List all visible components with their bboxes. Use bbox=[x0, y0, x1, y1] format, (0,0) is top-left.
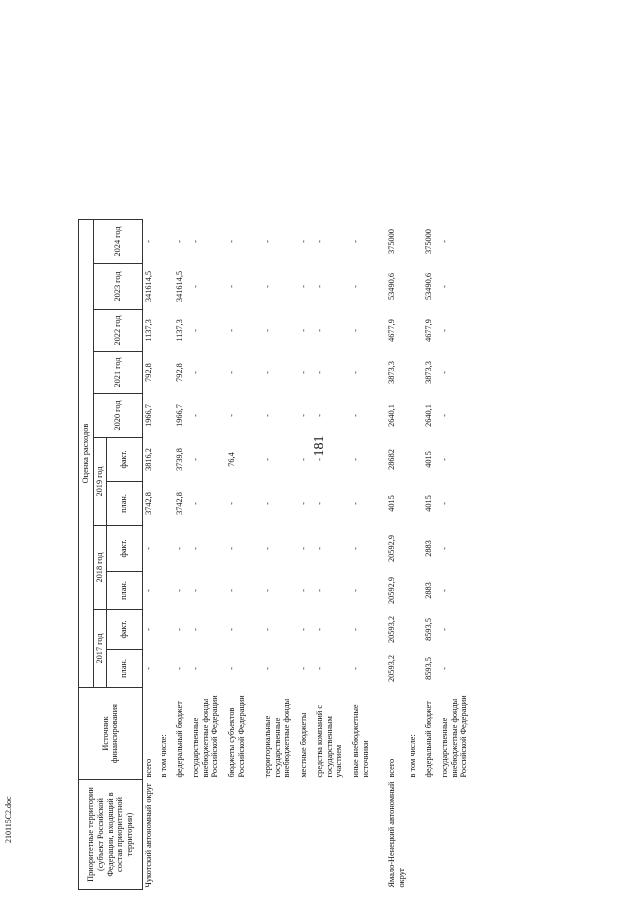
value-cell: - bbox=[263, 667, 273, 670]
region-cell bbox=[298, 780, 314, 890]
value-cell: - bbox=[143, 589, 153, 592]
source-cell: территориальные государственные внебюджетные фонды bbox=[263, 698, 292, 778]
value-cell: - bbox=[175, 240, 185, 243]
source-cell: средства компаний с государственным участием bbox=[315, 704, 344, 778]
value-cell: - bbox=[143, 240, 153, 243]
value-cell: - bbox=[227, 628, 237, 631]
source-cell: федеральный бюджет bbox=[424, 701, 434, 778]
footer-filename: 210115С2.doc bbox=[4, 796, 13, 843]
source-cell: федеральный бюджет bbox=[175, 701, 185, 778]
value-cell: 3742,8 bbox=[175, 492, 185, 515]
value-cell: - bbox=[440, 371, 450, 374]
region-cell: Чукотский автономный округ bbox=[143, 782, 153, 888]
header-2021: 2021 год bbox=[94, 352, 143, 394]
table-row bbox=[262, 220, 298, 890]
header-plan: план. bbox=[106, 650, 142, 688]
value-cell: - bbox=[299, 458, 309, 461]
value-cell: 1137,3 bbox=[143, 319, 153, 342]
value-cell: 1966,7 bbox=[175, 404, 185, 427]
value-cell: - bbox=[299, 240, 309, 243]
header-fact: факт. bbox=[106, 610, 142, 650]
value-cell bbox=[407, 572, 423, 610]
value-cell: - bbox=[227, 371, 237, 374]
table-row bbox=[174, 220, 190, 890]
value-cell: - bbox=[351, 371, 361, 374]
table-row bbox=[314, 220, 350, 890]
value-cell: - bbox=[175, 589, 185, 592]
header-plan: план. bbox=[106, 482, 142, 526]
value-cell: 375000 bbox=[387, 229, 397, 254]
value-cell: - bbox=[191, 329, 201, 332]
value-cell: - bbox=[191, 589, 201, 592]
header-2020: 2020 год bbox=[94, 394, 143, 438]
value-cell: - bbox=[351, 414, 361, 417]
value-cell: - bbox=[191, 667, 201, 670]
header-territory: Приоритетные территории (субъект Российской Федерации, входящий в состав приоритетной территории) bbox=[79, 780, 143, 890]
value-cell: 4677,9 bbox=[424, 319, 434, 342]
value-cell: - bbox=[191, 414, 201, 417]
region-cell bbox=[174, 780, 190, 890]
value-cell: - bbox=[351, 502, 361, 505]
value-cell: - bbox=[263, 589, 273, 592]
region-cell bbox=[190, 780, 226, 890]
value-cell: - bbox=[351, 589, 361, 592]
value-cell: 8593,5 bbox=[424, 657, 434, 680]
value-cell: 792,8 bbox=[143, 363, 153, 382]
header-2018: 2018 год bbox=[94, 526, 107, 610]
value-cell: 8593,5 bbox=[424, 618, 434, 641]
value-cell: - bbox=[263, 240, 273, 243]
value-cell: 3742,8 bbox=[143, 492, 153, 515]
value-cell bbox=[158, 610, 174, 650]
header-2024: 2024 год bbox=[94, 220, 143, 264]
table-row bbox=[439, 220, 475, 890]
value-cell bbox=[407, 394, 423, 438]
value-cell: 2640,1 bbox=[387, 404, 397, 427]
value-cell: - bbox=[191, 285, 201, 288]
expense-table bbox=[78, 219, 475, 890]
value-cell: - bbox=[440, 628, 450, 631]
value-cell: 4015 bbox=[424, 495, 434, 512]
value-cell: - bbox=[227, 285, 237, 288]
value-cell: - bbox=[227, 502, 237, 505]
value-cell: - bbox=[143, 667, 153, 670]
region-cell bbox=[407, 780, 423, 890]
value-cell: 20593,2 bbox=[387, 655, 397, 682]
value-cell bbox=[407, 220, 423, 264]
table-row bbox=[158, 220, 174, 890]
source-cell: местные бюджеты bbox=[299, 712, 309, 778]
value-cell: 28682 bbox=[387, 449, 397, 470]
value-cell: 3873,3 bbox=[387, 361, 397, 384]
value-cell: - bbox=[440, 667, 450, 670]
value-cell bbox=[407, 310, 423, 352]
value-cell: - bbox=[227, 589, 237, 592]
value-cell: 792,8 bbox=[175, 363, 185, 382]
value-cell: - bbox=[175, 628, 185, 631]
value-cell: - bbox=[227, 329, 237, 332]
value-cell: - bbox=[351, 667, 361, 670]
value-cell bbox=[158, 650, 174, 688]
table-row bbox=[226, 220, 262, 890]
value-cell: - bbox=[227, 240, 237, 243]
value-cell: - bbox=[440, 240, 450, 243]
header-2017: 2017 год bbox=[94, 610, 107, 688]
source-cell: в том числе: bbox=[408, 734, 418, 778]
value-cell: 3739,8 bbox=[175, 448, 185, 471]
value-cell bbox=[407, 438, 423, 482]
value-cell: - bbox=[315, 240, 325, 243]
value-cell: 53490,6 bbox=[387, 273, 397, 300]
table-row bbox=[190, 220, 226, 890]
value-cell: 2883 bbox=[424, 540, 434, 557]
header-2022: 2022 год bbox=[94, 310, 143, 352]
value-cell: 341614,5 bbox=[175, 270, 185, 303]
value-cell: 2883 bbox=[424, 582, 434, 599]
table-row bbox=[386, 220, 407, 890]
value-cell: - bbox=[299, 502, 309, 505]
value-cell: 1137,3 bbox=[175, 319, 185, 342]
value-cell: 4677,9 bbox=[387, 319, 397, 342]
header-2023: 2023 год bbox=[94, 264, 143, 310]
value-cell bbox=[407, 610, 423, 650]
value-cell bbox=[158, 310, 174, 352]
value-cell: - bbox=[299, 414, 309, 417]
table-row bbox=[350, 220, 386, 890]
value-cell: - bbox=[351, 329, 361, 332]
source-cell: в том числе: bbox=[159, 734, 169, 778]
value-cell: - bbox=[315, 371, 325, 374]
header-plan: план. bbox=[106, 572, 142, 610]
value-cell: 20593,2 bbox=[387, 616, 397, 643]
value-cell: - bbox=[315, 329, 325, 332]
region-cell bbox=[158, 780, 174, 890]
header-fact: факт. bbox=[106, 438, 142, 482]
value-cell: - bbox=[263, 502, 273, 505]
value-cell: - bbox=[440, 329, 450, 332]
value-cell: 4015 bbox=[424, 451, 434, 468]
value-cell: - bbox=[315, 502, 325, 505]
value-cell: - bbox=[440, 547, 450, 550]
page-number: 181 bbox=[312, 435, 327, 457]
region-cell bbox=[423, 780, 439, 890]
value-cell: - bbox=[315, 285, 325, 288]
value-cell: - bbox=[191, 458, 201, 461]
value-cell: 20592,9 bbox=[387, 577, 397, 604]
value-cell: - bbox=[263, 329, 273, 332]
value-cell: - bbox=[351, 285, 361, 288]
value-cell: - bbox=[299, 371, 309, 374]
header-estimate: Оценка расходов bbox=[79, 220, 94, 688]
value-cell: - bbox=[227, 414, 237, 417]
value-cell bbox=[158, 572, 174, 610]
value-cell: - bbox=[351, 458, 361, 461]
region-cell bbox=[350, 780, 386, 890]
region-cell: Ямало-Ненецкий автономный округ bbox=[387, 781, 406, 888]
value-cell: - bbox=[440, 414, 450, 417]
value-cell: - bbox=[315, 667, 325, 670]
source-cell: всего bbox=[143, 758, 153, 778]
value-cell: - bbox=[191, 502, 201, 505]
value-cell: - bbox=[440, 589, 450, 592]
landscape-page bbox=[78, 30, 618, 890]
value-cell: - bbox=[440, 458, 450, 461]
value-cell: - bbox=[351, 628, 361, 631]
value-cell bbox=[407, 352, 423, 394]
value-cell: - bbox=[315, 628, 325, 631]
region-cell bbox=[314, 780, 350, 890]
value-cell: - bbox=[175, 547, 185, 550]
value-cell bbox=[407, 482, 423, 526]
value-cell: - bbox=[315, 589, 325, 592]
value-cell: - bbox=[299, 589, 309, 592]
value-cell bbox=[158, 482, 174, 526]
region-cell bbox=[439, 780, 475, 890]
value-cell: 3816,2 bbox=[143, 448, 153, 471]
value-cell: 53490,6 bbox=[424, 273, 434, 300]
header-fact: факт. bbox=[106, 526, 142, 572]
value-cell: - bbox=[351, 240, 361, 243]
value-cell: - bbox=[299, 285, 309, 288]
value-cell: - bbox=[315, 414, 325, 417]
value-cell: - bbox=[191, 628, 201, 631]
source-cell: бюджеты субъектов Российской Федерации bbox=[227, 695, 246, 778]
header-2019: 2019 год bbox=[94, 438, 107, 526]
value-cell: - bbox=[191, 547, 201, 550]
source-cell: иные внебюджетные источники bbox=[351, 704, 370, 778]
value-cell: - bbox=[440, 502, 450, 505]
value-cell: - bbox=[351, 547, 361, 550]
value-cell: - bbox=[299, 667, 309, 670]
value-cell bbox=[158, 526, 174, 572]
value-cell bbox=[158, 394, 174, 438]
value-cell: - bbox=[263, 414, 273, 417]
table-row bbox=[407, 220, 423, 890]
value-cell: 3873,3 bbox=[424, 361, 434, 384]
value-cell: 375000 bbox=[424, 229, 434, 254]
region-cell bbox=[262, 780, 298, 890]
value-cell: 76,4 bbox=[227, 452, 237, 467]
region-cell bbox=[226, 780, 262, 890]
table-row bbox=[423, 220, 439, 890]
value-cell: - bbox=[315, 547, 325, 550]
value-cell: 1966,7 bbox=[143, 404, 153, 427]
value-cell: - bbox=[263, 285, 273, 288]
value-cell bbox=[407, 264, 423, 310]
value-cell: - bbox=[299, 547, 309, 550]
value-cell: 4015 bbox=[387, 495, 397, 512]
value-cell: - bbox=[299, 628, 309, 631]
value-cell: - bbox=[191, 371, 201, 374]
table-row bbox=[298, 220, 314, 890]
value-cell: - bbox=[143, 628, 153, 631]
value-cell: 2640,1 bbox=[424, 404, 434, 427]
value-cell: - bbox=[299, 329, 309, 332]
value-cell bbox=[407, 526, 423, 572]
value-cell: - bbox=[143, 547, 153, 550]
value-cell: 341614,5 bbox=[143, 270, 153, 303]
value-cell: - bbox=[263, 371, 273, 374]
value-cell: - bbox=[263, 547, 273, 550]
source-cell: государственные внебюджетные фонды Российской Федерации bbox=[191, 695, 220, 778]
value-cell bbox=[407, 650, 423, 688]
source-cell: всего bbox=[387, 758, 397, 778]
header-source: Источник финансирования bbox=[79, 688, 143, 780]
value-cell: - bbox=[263, 458, 273, 461]
value-cell bbox=[158, 352, 174, 394]
value-cell: - bbox=[175, 667, 185, 670]
source-cell: государственные внебюджетные фонды Российской Федерации bbox=[440, 695, 469, 778]
table-row bbox=[142, 220, 158, 890]
value-cell: 20592,9 bbox=[387, 535, 397, 562]
value-cell: - bbox=[263, 628, 273, 631]
value-cell: - bbox=[191, 240, 201, 243]
value-cell: - bbox=[227, 667, 237, 670]
value-cell: - bbox=[315, 458, 325, 461]
value-cell bbox=[158, 220, 174, 264]
value-cell: - bbox=[440, 285, 450, 288]
value-cell: - bbox=[227, 547, 237, 550]
value-cell bbox=[158, 438, 174, 482]
value-cell bbox=[158, 264, 174, 310]
